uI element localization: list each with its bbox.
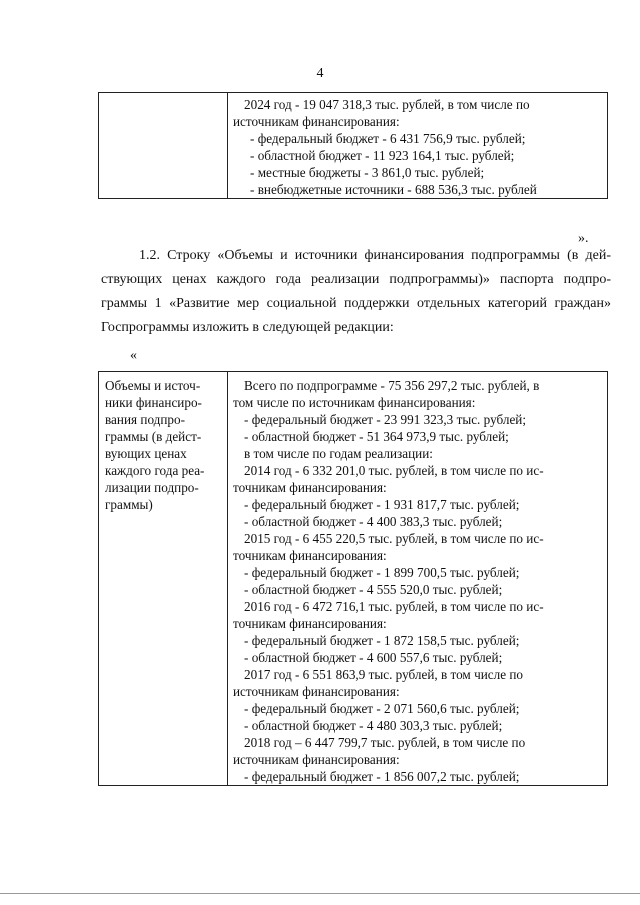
closing-quote: ».: [578, 231, 589, 246]
funding-line: в том числе по годам реализации:: [244, 446, 433, 461]
paragraph-line: Госпрограммы изложить в следующей редакции:: [101, 320, 394, 335]
funding-line: - федеральный бюджет - 23 991 323,3 тыс. рублей;: [244, 412, 527, 427]
paragraph-line: ствующих ценах каждого года реализации подпрограммы)» паспорта подпро-: [101, 272, 611, 287]
funding-line: - областной бюджет - 4 400 383,3 тыс. рублей;: [244, 514, 503, 529]
funding-line: - федеральный бюджет - 2 071 560,6 тыс. рублей;: [244, 701, 520, 716]
table2-label-cell: [99, 372, 228, 786]
funding-line: 2014 год - 6 332 201,0 тыс. рублей, в том числе по ис-: [244, 463, 544, 478]
funding-line: 2018 год – 6 447 799,7 тыс. рублей, в том числе по: [244, 735, 526, 750]
funding-line: - областной бюджет - 4 480 303,3 тыс. рублей;: [244, 718, 503, 733]
paragraph-line: 1.2. Строку «Объемы и источники финансирования подпрограммы (в дей-: [139, 248, 611, 263]
table1-line: - местные бюджеты - 3 861,0 тыс. рублей;: [250, 165, 485, 180]
opening-quote: «: [130, 348, 137, 363]
funding-line: Всего по подпрограмме - 75 356 297,2 тыс. рублей, в: [244, 378, 540, 393]
table2-funding-cell: [228, 372, 608, 786]
funding-table-continuation: [98, 92, 608, 199]
table1-funding-cell: [228, 93, 608, 199]
label-line: вующих ценах: [105, 446, 187, 461]
label-line: Объемы и источ-: [105, 378, 201, 393]
funding-line: - федеральный бюджет - 1 931 817,7 тыс. рублей;: [244, 497, 520, 512]
amendment-paragraph: [101, 244, 611, 340]
funding-line: точникам финансирования:: [233, 616, 387, 631]
funding-line: - федеральный бюджет - 1 856 007,2 тыс. рублей;: [244, 769, 520, 784]
table1-line: - областной бюджет - 11 923 164,1 тыс. рублей;: [250, 148, 515, 163]
funding-line: - федеральный бюджет - 1 872 158,5 тыс. рублей;: [244, 633, 520, 648]
funding-line: - областной бюджет - 51 364 973,9 тыс. рублей;: [244, 429, 509, 444]
table1-empty-cell: [99, 93, 228, 199]
page-bottom-rule: [0, 893, 640, 894]
label-line: граммы): [105, 497, 153, 512]
table1-line: источникам финансирования:: [233, 114, 400, 129]
label-line: вания подпро-: [105, 412, 186, 427]
page-number: 4: [316, 66, 324, 81]
funding-line: 2016 год - 6 472 716,1 тыс. рублей, в том числе по ис-: [244, 599, 544, 614]
label-line: ники финансиро-: [105, 395, 202, 410]
funding-line: точникам финансирования:: [233, 480, 387, 495]
label-line: каждого года реа-: [105, 463, 205, 478]
table1-line: - федеральный бюджет - 6 431 756,9 тыс. рублей;: [250, 131, 526, 146]
funding-line: источникам финансирования:: [233, 684, 400, 699]
funding-line: - областной бюджет - 4 600 557,6 тыс. рублей;: [244, 650, 503, 665]
table1-line: - внебюджетные источники - 688 536,3 тыс. рублей: [250, 182, 537, 197]
funding-line: источникам финансирования:: [233, 752, 400, 767]
paragraph-line: граммы 1 «Развитие мер социальной поддержки отдельных категорий граждан»: [101, 296, 611, 311]
funding-line: 2015 год - 6 455 220,5 тыс. рублей, в том числе по ис-: [244, 531, 544, 546]
funding-line: том числе по источникам финансирования:: [233, 395, 476, 410]
table1-line: 2024 год - 19 047 318,3 тыс. рублей, в том числе по: [244, 97, 530, 112]
label-line: лизации подпро-: [105, 480, 199, 495]
subprogram-funding-table: [98, 371, 608, 786]
funding-line: точникам финансирования:: [233, 548, 387, 563]
label-line: граммы (в дейст-: [105, 429, 202, 444]
funding-line: - федеральный бюджет - 1 899 700,5 тыс. рублей;: [244, 565, 520, 580]
funding-line: 2017 год - 6 551 863,9 тыс. рублей, в том числе по: [244, 667, 523, 682]
funding-line: - областной бюджет - 4 555 520,0 тыс. рублей;: [244, 582, 503, 597]
